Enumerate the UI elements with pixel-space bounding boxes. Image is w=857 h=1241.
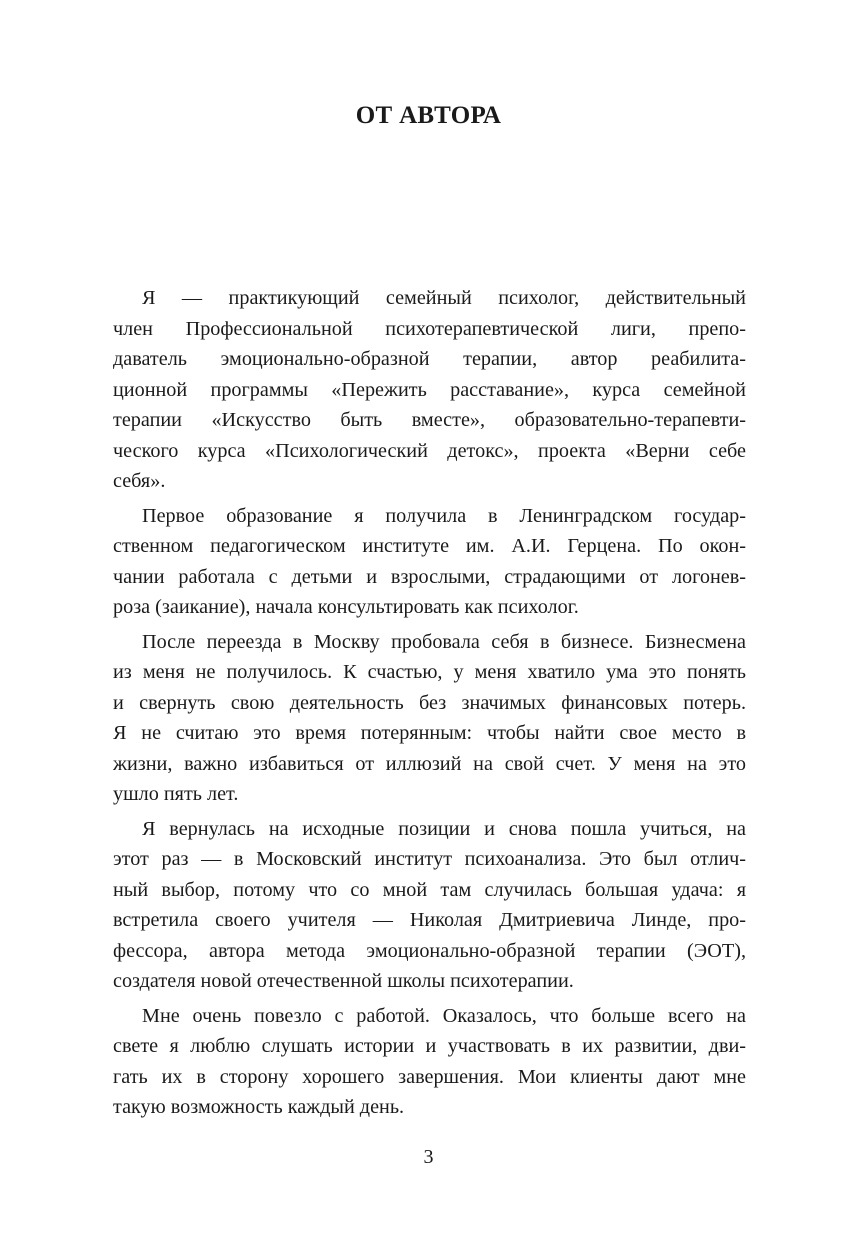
text-line: ческого курса «Психологический детокс», проекта «Верни себе <box>113 439 746 462</box>
text-line: себя». <box>113 470 166 492</box>
text-line: ционной программы «Пережить расставание», курса семейной <box>113 378 746 401</box>
chapter-title: ОТ АВТОРА <box>355 102 502 129</box>
text-line: гать их в сторону хорошего завершения. Мои клиенты дают мне <box>113 1065 746 1088</box>
text-line: свете я люблю слушать истории и участвовать в их развитии, дви- <box>113 1035 746 1057</box>
text-line: Я не считаю это время потерянным: чтобы найти свое место в <box>113 722 746 744</box>
page-number: 3 <box>423 1146 434 1168</box>
text-line: ушло пять лет. <box>113 783 239 805</box>
text-line: такую возможность каждый день. <box>113 1096 405 1118</box>
text-line: После переезда в Москву пробовала себя в бизнесе. Бизнесмена <box>142 630 746 653</box>
text-line: Я вернулась на исходные позиции и снова пошла учиться, на <box>142 817 746 840</box>
text-line: ный выбор, потому что со мной там случилась большая удача: я <box>113 878 746 901</box>
text-line: жизни, важно избавиться от иллюзий на свой счет. У меня на это <box>113 752 746 775</box>
text-line: член Профессиональной психотерапевтической лиги, препо- <box>113 317 746 340</box>
paragraph <box>113 501 746 623</box>
text-line: Первое образование я получила в Ленинградском государ- <box>142 504 746 527</box>
text-line: этот раз — в Московский институт психоанализа. Это был отлич- <box>113 848 746 870</box>
text-line: даватель эмоционально-образной терапии, автор реабилита- <box>113 348 746 370</box>
text-line: создателя новой отечественной школы психотерапии. <box>113 970 574 992</box>
text-line: Мне очень повезло с работой. Оказалось, что больше всего на <box>142 1004 746 1027</box>
text-line: ственном педагогическом институте им. А.И. Герцена. По окон- <box>113 535 746 557</box>
text-line: из меня не получилось. К счастью, у меня хватило ума это понять <box>113 661 746 683</box>
body-text <box>113 283 746 1127</box>
text-line: роза (заикание), начала консультировать как психолог. <box>113 596 579 618</box>
text-line: фессора, автора метода эмоционально-образной терапии (ЭОТ), <box>113 939 746 962</box>
paragraph <box>113 1001 746 1123</box>
text-line: чании работала с детьми и взрослыми, страдающими от логонев- <box>113 565 746 588</box>
text-line: и свернуть свою деятельность без значимых финансовых потерь. <box>113 691 746 714</box>
text-line: Я — практикующий семейный психолог, действительный <box>142 287 746 309</box>
paragraph <box>113 283 746 497</box>
text-line: встретила своего учителя — Николая Дмитриевича Линде, про- <box>113 909 746 931</box>
paragraph <box>113 627 746 810</box>
text-line: терапии «Искусство быть вместе», образовательно-терапевти- <box>113 409 746 431</box>
paragraph <box>113 814 746 997</box>
